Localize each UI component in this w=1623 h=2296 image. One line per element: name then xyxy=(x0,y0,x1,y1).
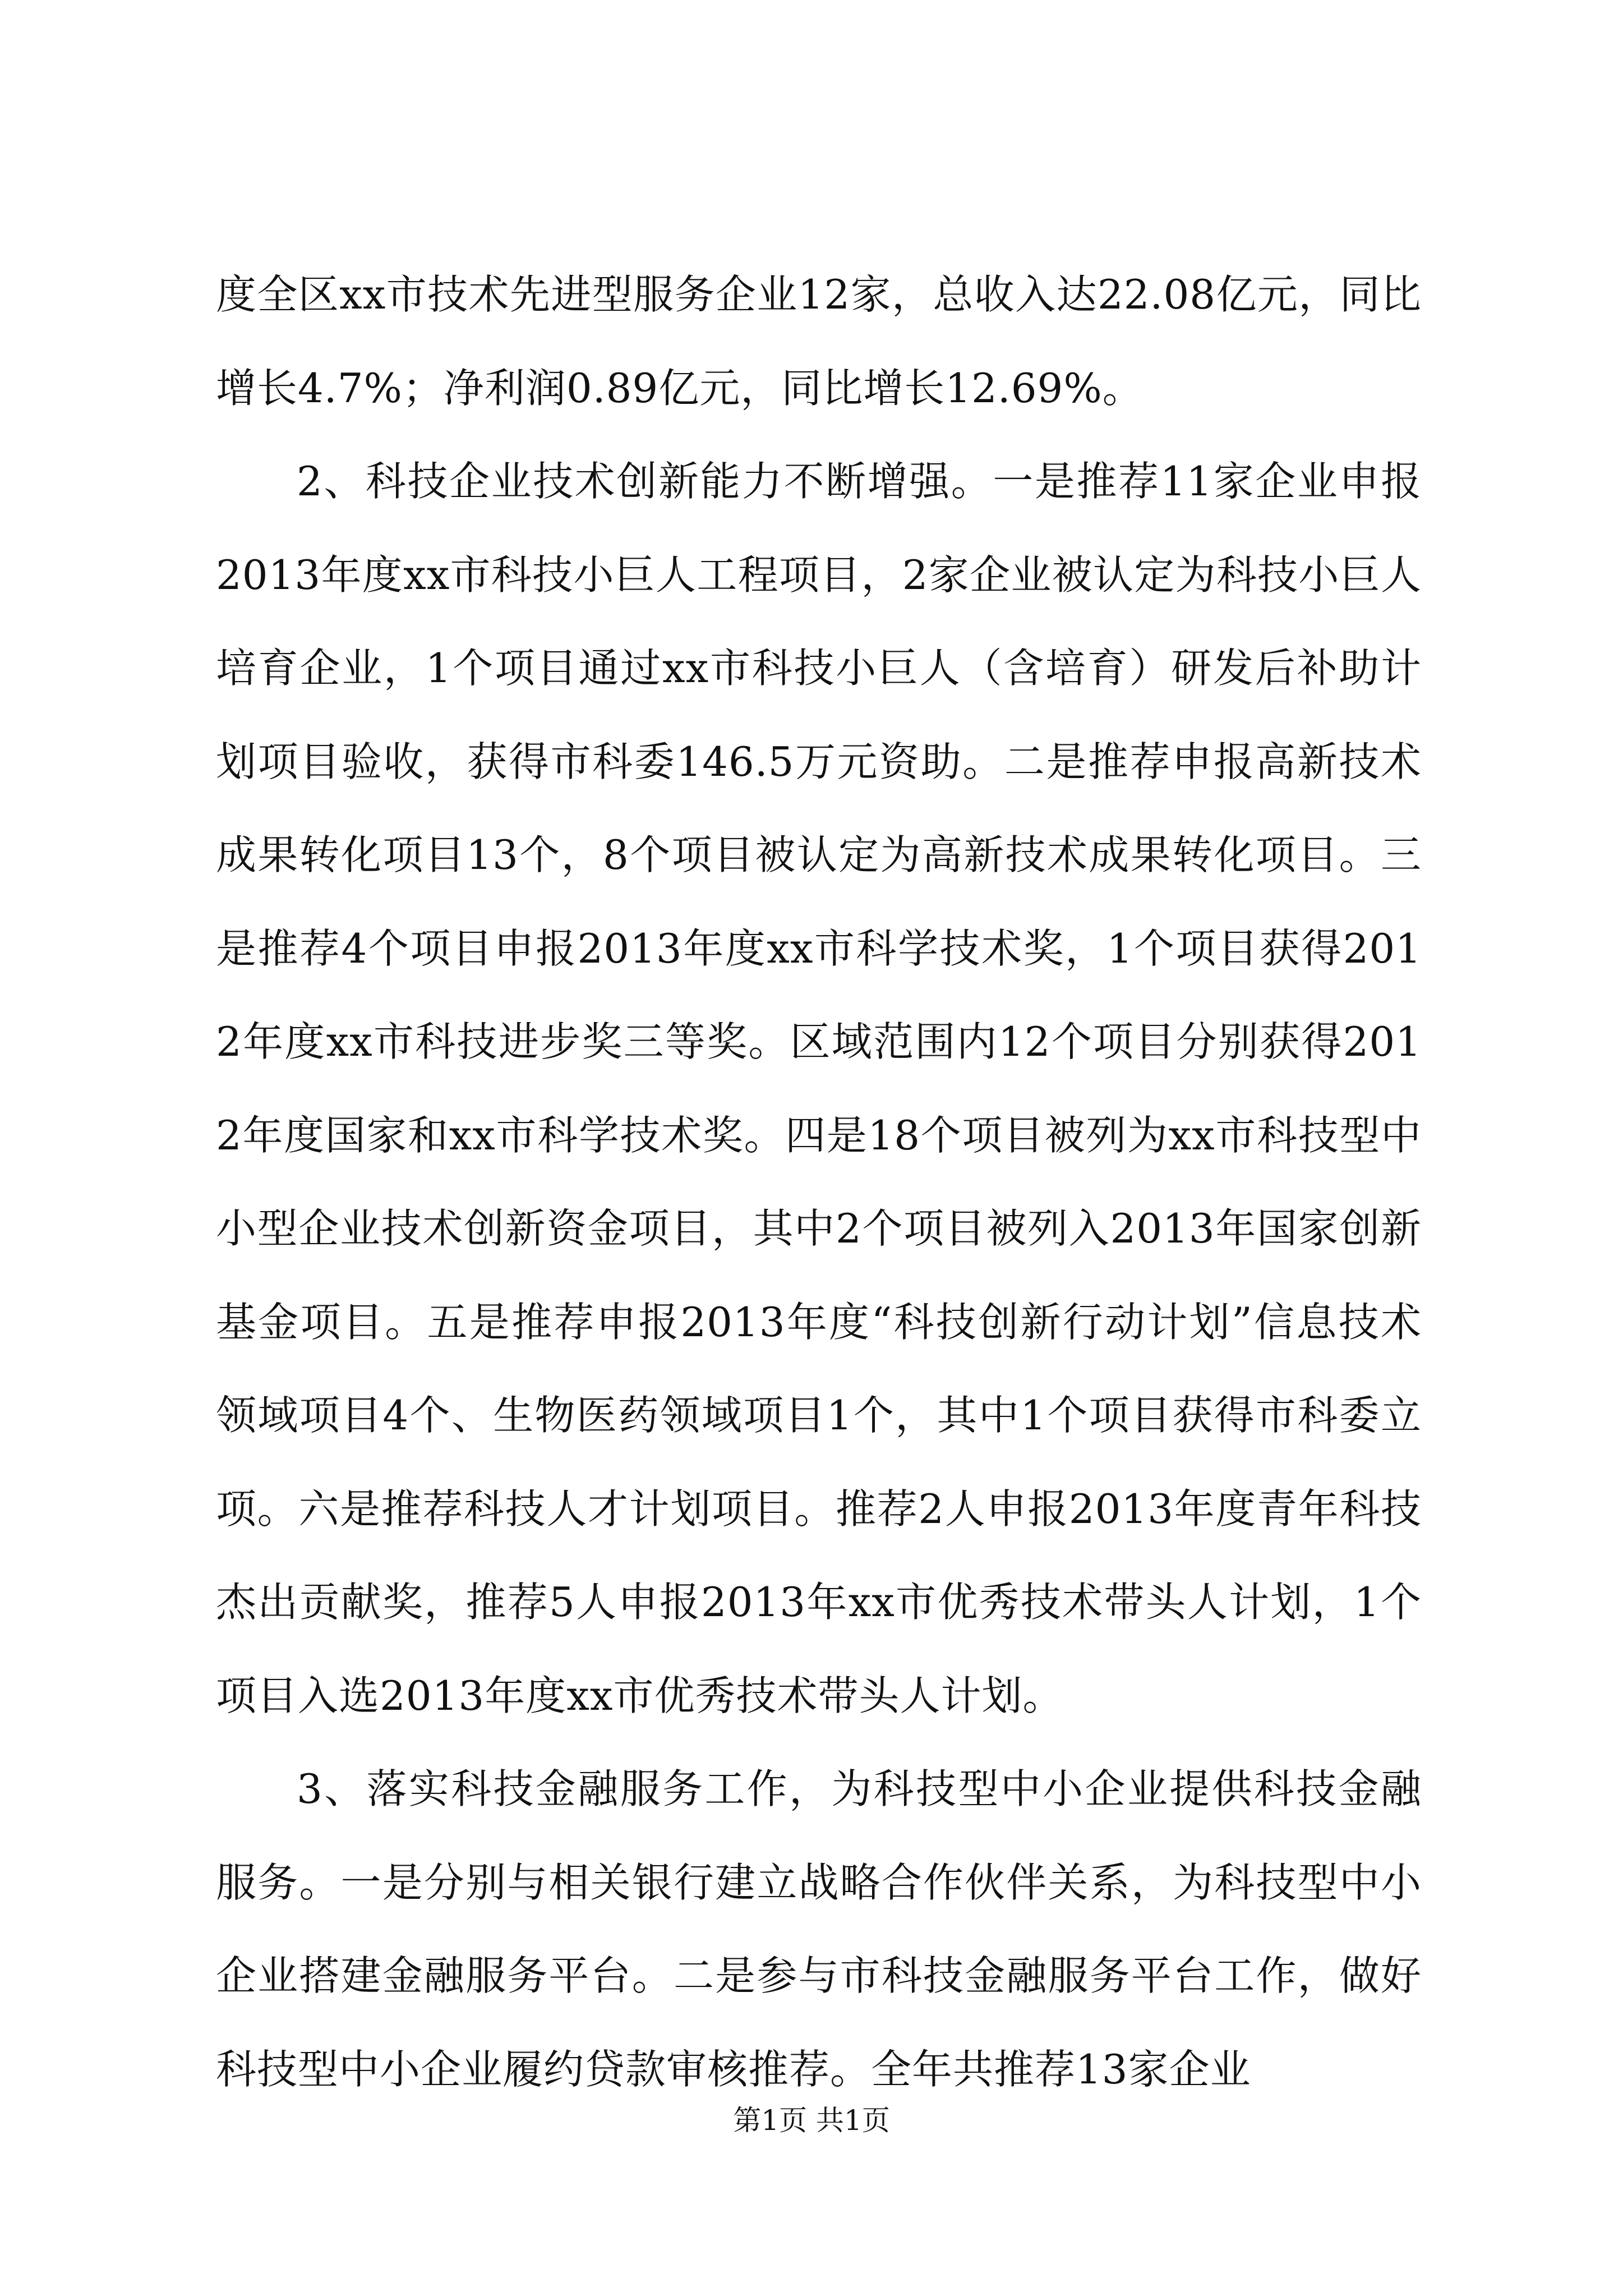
paragraph-item-2: 2、科技企业技术创新能力不断增强。一是推荐11家企业申报2013年度xx市科技小巨人工程项目，2家企业被认定为科技小巨人培育企业，1个项目通过xx市科技小巨人（含培育）研发后补助计划项目验收，获得市科委146.5万元资助。二是推荐申报高新技术成果转化项目13个，8个项目被认定为高新技术成果转化项目。三是推荐4个项目申报2013年度xx市科学技术奖，1个项目获得2012年度xx市科技进步奖三等奖。区域范围内12个项目分别获得2012年度国家和xx市科学技术奖。四是18个项目被列为xx市科技型中小型企业技术创新资金项目，其中2个项目被列入2013年国家创新基金项目。五是推荐申报2013年度“科技创新行动计划”信息技术领域项目4个、生物医药领域项目1个，其中1个项目获得市科委立项。六是推荐科技人才计划项目。推荐2人申报2013年度青年科技杰出贡献奖，推荐5人申报2013年xx市优秀技术带头人计划，1个项目入选2013年度xx市优秀技术带头人计划。 xyxy=(216,458,1422,1719)
document-body xyxy=(216,248,1422,2116)
page-number-label: 第1页 共1页 xyxy=(733,2104,890,2137)
page-footer xyxy=(0,2101,1623,2140)
paragraph-continued: 度全区xx市技术先进型服务企业12家，总收入达22.08亿元，同比增长4.7%；净利润0.89亿元，同比增长12.69%。 xyxy=(216,271,1422,412)
paragraph-item-3: 3、落实科技金融服务工作，为科技型中小企业提供科技金融服务。一是分别与相关银行建立战略合作伙伴关系，为科技型中小企业搭建金融服务平台。二是参与市科技金融服务平台工作，做好科技型中小企业履约贷款审核推荐。全年共推荐13家企业 xyxy=(216,1765,1422,2093)
